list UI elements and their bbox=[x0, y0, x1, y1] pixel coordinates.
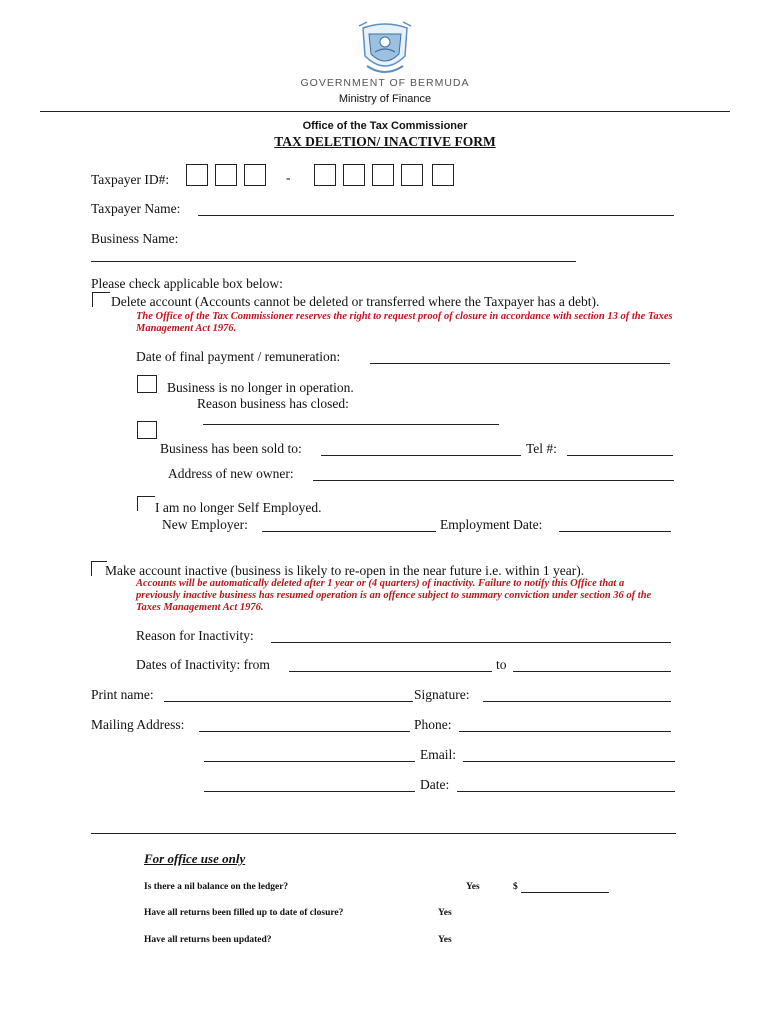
office-q1-amount-label: $ bbox=[513, 882, 518, 892]
reason-closed-field[interactable] bbox=[203, 424, 499, 425]
print-name-field[interactable] bbox=[164, 701, 413, 702]
business-sold-label: Business has been sold to: bbox=[160, 441, 302, 456]
taxpayer-name-label: Taxpayer Name: bbox=[91, 201, 181, 216]
taxpayer-id-box-2[interactable] bbox=[215, 164, 237, 186]
email-label: Email: bbox=[420, 747, 456, 762]
print-name-label: Print name: bbox=[91, 687, 154, 702]
new-employer-field[interactable] bbox=[262, 531, 436, 532]
phone-label: Phone: bbox=[414, 717, 452, 732]
delete-account-note: The Office of the Tax Commissioner reserves the right to request proof of closure in accordance with section 13 of the Taxes Management Act 1976. bbox=[136, 311, 673, 334]
new-employer-label: New Employer: bbox=[162, 517, 248, 532]
header-divider bbox=[40, 111, 730, 112]
tel-field[interactable] bbox=[567, 455, 673, 456]
business-name-field[interactable] bbox=[91, 261, 576, 262]
reason-closed-label: Reason business has closed: bbox=[197, 396, 349, 411]
make-inactive-label: Make account inactive (business is likely to re-open in the near future i.e. within 1 year). bbox=[105, 563, 585, 578]
no-longer-operating-checkbox[interactable] bbox=[137, 375, 157, 393]
not-self-employed-label: I am no longer Self Employed. bbox=[155, 500, 322, 515]
delete-account-label: Delete account (Accounts cannot be deleted or transferred where the Taxpayer has a debt). bbox=[111, 294, 600, 309]
taxpayer-id-box-1[interactable] bbox=[186, 164, 208, 186]
taxpayer-id-box-8[interactable] bbox=[432, 164, 454, 186]
phone-field[interactable] bbox=[459, 731, 671, 732]
office-q2-label: Have all returns been filled up to date of closure? bbox=[144, 908, 344, 918]
final-payment-field[interactable] bbox=[370, 363, 670, 364]
email-field[interactable] bbox=[463, 761, 675, 762]
bermuda-coat-of-arms-logo bbox=[355, 18, 415, 80]
office-name: Office of the Tax Commissioner bbox=[302, 120, 468, 132]
date-label: Date: bbox=[420, 777, 450, 792]
ministry-name: Ministry of Finance bbox=[338, 93, 432, 105]
office-q3-answer: Yes bbox=[438, 935, 452, 945]
new-owner-address-field[interactable] bbox=[313, 480, 674, 481]
office-use-divider bbox=[91, 833, 676, 834]
not-self-employed-checkbox[interactable] bbox=[137, 496, 155, 511]
taxpayer-id-box-6[interactable] bbox=[372, 164, 394, 186]
instructions-text: Please check applicable box below: bbox=[91, 276, 283, 291]
dates-inactivity-label: Dates of Inactivity: from bbox=[136, 657, 270, 672]
taxpayer-id-box-3[interactable] bbox=[244, 164, 266, 186]
taxpayer-id-box-5[interactable] bbox=[343, 164, 365, 186]
taxpayer-id-box-7[interactable] bbox=[401, 164, 423, 186]
date-field[interactable] bbox=[457, 791, 675, 792]
taxpayer-id-dash: - bbox=[286, 170, 291, 185]
mailing-address-field-1[interactable] bbox=[199, 731, 410, 732]
business-sold-checkbox[interactable] bbox=[137, 421, 157, 439]
new-owner-address-label: Address of new owner: bbox=[168, 466, 294, 481]
dates-inactivity-to-label: to bbox=[496, 657, 507, 672]
business-sold-field[interactable] bbox=[321, 455, 521, 456]
form-title: TAX DELETION/ INACTIVE FORM bbox=[274, 134, 496, 149]
signature-field[interactable] bbox=[483, 701, 671, 702]
office-q3-label: Have all returns been updated? bbox=[144, 935, 272, 945]
employment-date-field[interactable] bbox=[559, 531, 671, 532]
office-q1-label: Is there a nil balance on the ledger? bbox=[144, 882, 289, 892]
final-payment-label: Date of final payment / remuneration: bbox=[136, 349, 341, 364]
no-longer-operating-label: Business is no longer in operation. bbox=[167, 380, 354, 395]
tel-label: Tel #: bbox=[526, 441, 557, 456]
office-q2-answer: Yes bbox=[438, 908, 452, 918]
make-inactive-note: Accounts will be automatically deleted after 1 year or (4 quarters) of inactivity. Failure to notify this Office that a previously inactive business has resumed operation is an offence subject to summary conviction under section 36 of the Taxes Management Act 1976. bbox=[136, 578, 652, 613]
taxpayer-id-label: Taxpayer ID#: bbox=[91, 172, 170, 187]
mailing-address-field-2[interactable] bbox=[204, 761, 415, 762]
office-use-heading: For office use only bbox=[144, 851, 246, 866]
signature-label: Signature: bbox=[414, 687, 470, 702]
dates-inactivity-from-field[interactable] bbox=[289, 671, 492, 672]
taxpayer-id-box-4[interactable] bbox=[314, 164, 336, 186]
mailing-address-field-3[interactable] bbox=[204, 791, 415, 792]
taxpayer-name-field[interactable] bbox=[198, 215, 674, 216]
reason-inactivity-field[interactable] bbox=[271, 642, 671, 643]
reason-inactivity-label: Reason for Inactivity: bbox=[136, 628, 254, 643]
business-name-label: Business Name: bbox=[91, 231, 179, 246]
office-q1-answer: Yes bbox=[466, 882, 480, 892]
government-name: GOVERNMENT OF BERMUDA bbox=[300, 77, 470, 89]
delete-account-checkbox[interactable] bbox=[92, 292, 110, 307]
dates-inactivity-to-field[interactable] bbox=[513, 671, 671, 672]
employment-date-label: Employment Date: bbox=[440, 517, 543, 532]
office-q1-amount-field[interactable] bbox=[521, 892, 609, 893]
mailing-address-label: Mailing Address: bbox=[91, 717, 185, 732]
